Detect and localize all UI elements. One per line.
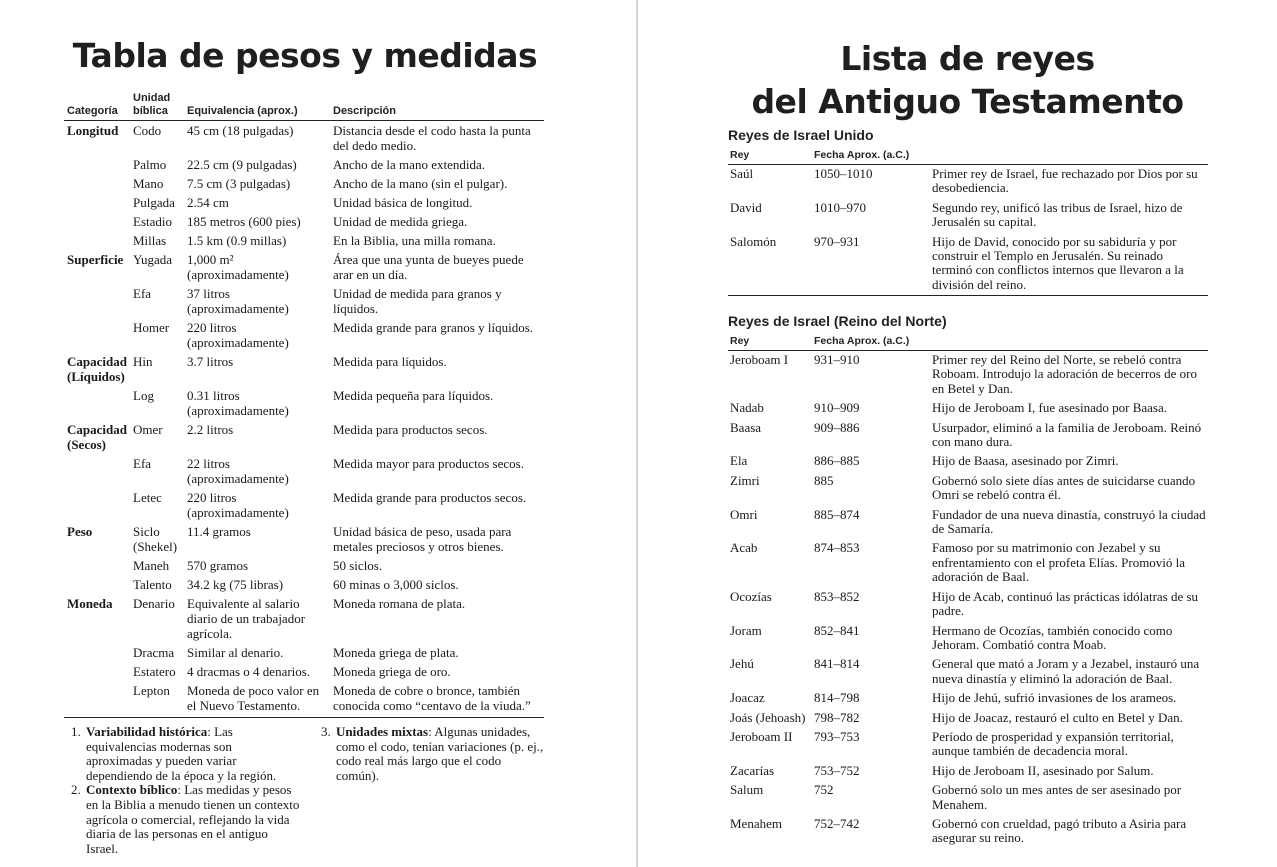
category-cell: Capacidad (Líquidos) — [67, 354, 127, 384]
reign-date-cell: 909–886 — [814, 419, 860, 435]
reign-date-cell: 885 — [814, 472, 834, 488]
description-cell: Medida grande para granos y líquidos. — [333, 320, 534, 335]
note-item — [68, 725, 300, 783]
king-name-cell: Nadab — [730, 400, 764, 416]
equivalence-cell: 3.7 litros — [187, 354, 234, 369]
reign-date-cell: 886–885 — [814, 453, 860, 469]
king-name-cell: Salum — [730, 782, 764, 798]
category-cell — [64, 386, 130, 420]
note-number: 2. — [71, 782, 81, 798]
king-description-cell: Gobernó solo siete días antes de suicidarse cuando Omri se rebeló contra él. — [932, 472, 1196, 503]
reign-date-cell: 753–752 — [814, 762, 860, 778]
table-row — [728, 452, 1208, 471]
note-number: 1. — [71, 724, 81, 739]
table-row — [64, 174, 544, 193]
king-name-cell: Ocozías — [730, 588, 772, 604]
table-row — [64, 352, 544, 386]
table-row — [728, 539, 1208, 587]
header-blank — [930, 334, 1208, 351]
description-cell: Ancho de la mano (sin el pulgar). — [333, 176, 508, 191]
unit-cell: Denario — [133, 596, 175, 611]
north-header-row — [728, 334, 1208, 351]
king-name-cell: Joram — [730, 622, 762, 638]
category-cell — [64, 193, 130, 212]
unit-cell: Efa — [133, 456, 152, 471]
reign-date-cell: 1010–970 — [814, 199, 866, 215]
header-unit: Unidad bíblica — [130, 92, 184, 121]
king-name-cell: Acab — [730, 540, 758, 556]
table-row — [64, 522, 544, 556]
reign-date-cell: 885–874 — [814, 506, 860, 522]
equivalence-cell: 2.54 cm — [187, 195, 229, 210]
description-cell: Unidad de medida para granos y líquidos. — [333, 286, 502, 316]
unit-cell: Maneh — [133, 558, 170, 573]
note-text: : Las medidas y pesos en la Biblia a menudo tienen un contexto agrícola o comercial, reflejando la vida diaria de las personas en el antiguo Israel. — [86, 782, 300, 856]
description-cell: Unidad básica de longitud. — [333, 195, 473, 210]
category-cell: Capacidad (Secos) — [67, 422, 127, 452]
description-cell: Medida mayor para productos secos. — [333, 456, 524, 471]
king-name-cell: Menahem — [730, 815, 782, 831]
equivalence-cell: 22.5 cm (9 pulgadas) — [187, 157, 297, 172]
reign-date-cell: 793–753 — [814, 728, 860, 744]
description-cell: 50 siclos. — [333, 558, 383, 573]
unit-cell: Palmo — [133, 157, 167, 172]
table-row — [64, 250, 544, 284]
description-cell: Distancia desde el codo hasta la punta del dedo medio. — [333, 123, 531, 153]
unit-cell: Homer — [133, 320, 170, 335]
king-description-cell: Usurpador, eliminó a la familia de Jeroboam. Reinó con mano dura. — [932, 419, 1202, 450]
equivalence-cell: 11.4 gramos — [187, 524, 251, 539]
king-description-cell: Hijo de Jeroboam I, fue asesinado por Baasa. — [932, 400, 1168, 416]
header-king: Rey — [728, 148, 812, 165]
note-item — [68, 783, 300, 856]
king-name-cell: David — [730, 199, 762, 215]
table-row — [728, 472, 1208, 506]
reign-date-cell: 814–798 — [814, 690, 860, 706]
description-cell: Unidad básica de peso, usada para metales preciosos y otros bienes. — [333, 524, 512, 554]
table-row — [64, 643, 544, 662]
king-name-cell: Jeroboam I — [730, 352, 789, 367]
reign-date-cell: 853–852 — [814, 588, 860, 604]
category-cell — [64, 318, 130, 352]
weights-header-row — [64, 92, 544, 121]
table-row — [728, 506, 1208, 540]
category-cell — [64, 662, 130, 681]
table-row — [64, 556, 544, 575]
table-row — [64, 575, 544, 594]
unit-cell: Estadio — [133, 214, 172, 229]
equivalence-cell: 0.31 litros (aproximadamente) — [187, 388, 289, 418]
description-cell: Unidad de medida griega. — [333, 214, 468, 229]
equivalence-cell: 7.5 cm (3 pulgadas) — [187, 176, 291, 191]
equivalence-cell: 220 litros (aproximadamente) — [187, 490, 289, 520]
table-row — [728, 781, 1208, 815]
header-equivalence: Equivalencia (aprox.) — [184, 92, 330, 121]
equivalence-cell: 22 litros (aproximadamente) — [187, 456, 289, 486]
king-name-cell: Zimri — [730, 472, 760, 488]
category-cell — [64, 681, 130, 718]
reign-date-cell: 970–931 — [812, 233, 930, 296]
table-row — [64, 284, 544, 318]
reign-date-cell: 931–910 — [814, 352, 860, 367]
table-row — [728, 419, 1208, 453]
category-cell — [64, 284, 130, 318]
table-row — [728, 622, 1208, 656]
king-description-cell: Hermano de Ocozías, también conocido como Jehoram. Combatió contra Moab. — [932, 622, 1173, 652]
northern-kings-table — [728, 334, 1208, 849]
king-description-cell: Fundador de una nueva dinastía, construyó la ciudad de Samaría. — [932, 506, 1206, 537]
equivalence-cell: 1,000 m² (aproximadamente) — [187, 252, 289, 282]
king-description-cell: Período de prosperidad y expansión territorial, aunque también de decadencia moral. — [932, 728, 1174, 759]
equivalence-cell: 185 metros (600 pies) — [187, 214, 301, 229]
unit-cell: Dracma — [133, 645, 175, 660]
reign-date-cell: 874–853 — [814, 540, 860, 556]
header-description: Descripción — [330, 92, 544, 121]
description-cell: Moneda de cobre o bronce, también conocida como “centavo de la viuda.” — [330, 681, 544, 718]
note-term: Unidades mixtas — [336, 724, 429, 739]
table-row — [64, 420, 544, 454]
king-description-cell: Segundo rey, unificó las tribus de Israel, hizo de Jerusalén su capital. — [932, 199, 1183, 230]
kings-page — [638, 0, 1277, 867]
kings-title-line-1: Lista de reyes — [840, 39, 1095, 78]
united-kings-table — [728, 148, 1208, 296]
king-name-cell: Baasa — [730, 419, 762, 435]
description-cell: Moneda griega de oro. — [333, 664, 451, 679]
reign-date-cell: 841–814 — [814, 656, 860, 672]
kings-title-line-2: del Antiguo Testamento — [751, 82, 1184, 121]
category-cell — [64, 155, 130, 174]
equivalence-cell: 4 dracmas o 4 denarios. — [187, 664, 311, 679]
table-row — [728, 762, 1208, 781]
king-name-cell: Jehú — [730, 656, 754, 672]
king-description-cell: Hijo de Jeroboam II, asesinado por Salum. — [932, 762, 1154, 778]
king-name-cell: Joás (Jehoash) — [730, 709, 806, 725]
category-cell — [64, 556, 130, 575]
notes-column-2 — [318, 725, 546, 783]
table-row — [728, 165, 1208, 199]
king-description-cell: Hijo de Baasa, asesinado por Zimri. — [932, 453, 1119, 469]
weights-page — [0, 0, 636, 867]
description-cell: Moneda griega de plata. — [333, 645, 459, 660]
unit-cell: Talento — [133, 577, 172, 592]
description-cell: Medida para líquidos. — [333, 354, 447, 369]
equivalence-cell: 45 cm (18 pulgadas) — [187, 123, 294, 138]
note-item — [318, 725, 546, 783]
unit-cell: Lepton — [130, 681, 184, 718]
king-description-cell: Primer rey de Israel, fue rechazado por Dios por su desobediencia. — [932, 166, 1198, 196]
unit-cell: Efa — [133, 286, 152, 301]
note-text: : Las equivalencias modernas son aproximadas y pueden variar dependiendo de la época y la región. — [86, 724, 277, 783]
description-cell: Ancho de la mano extendida. — [333, 157, 485, 172]
header-blank — [930, 148, 1208, 165]
weights-title: Tabla de pesos y medidas — [72, 36, 538, 75]
king-name-cell: Ela — [730, 453, 748, 469]
description-cell: Moneda romana de plata. — [333, 596, 466, 611]
northern-kingdom-heading: Reyes de Israel (Reino del Norte) — [728, 313, 947, 329]
table-row — [64, 318, 544, 352]
equivalence-cell: 220 litros (aproximadamente) — [187, 320, 289, 350]
category-cell — [64, 454, 130, 488]
description-cell: Medida grande para productos secos. — [333, 490, 527, 505]
note-text: : Algunas unidades, como el codo, tenían variaciones (p. ej., codo real más largo que el codo común). — [336, 724, 544, 783]
king-description-cell: Hijo de Acab, continuó las prácticas idólatras de su padre. — [932, 588, 1199, 619]
unit-cell: Yugada — [133, 252, 172, 267]
category-cell — [64, 575, 130, 594]
reign-date-cell: 852–841 — [814, 622, 860, 638]
description-cell: En la Biblia, una milla romana. — [333, 233, 496, 248]
unit-cell: Letec — [133, 490, 162, 505]
reign-date-cell: 752–742 — [814, 815, 860, 831]
note-term: Contexto bíblico — [86, 782, 178, 798]
unit-cell: Pulgada — [133, 195, 175, 210]
united-body — [728, 165, 1208, 296]
header-category: Categoría — [64, 92, 130, 121]
unit-cell: Mano — [133, 176, 164, 191]
category-cell — [64, 212, 130, 231]
unit-cell: Codo — [133, 123, 162, 138]
king-description-cell: Gobernó solo un mes antes de ser asesinado por Menahem. — [932, 782, 1182, 812]
description-cell: Medida pequeña para líquidos. — [333, 388, 494, 403]
category-cell: Longitud — [67, 123, 119, 138]
king-description-cell: Famoso por su matrimonio con Jezabel y su enfrentamiento con el profeta Elías. Promovió la adoración de Baal. — [932, 540, 1186, 585]
kings-title — [638, 37, 1277, 123]
table-row — [728, 728, 1208, 762]
description-cell: Medida para productos secos. — [333, 422, 488, 437]
unit-cell: Hin — [133, 354, 153, 369]
king-description-cell: Primer rey del Reino del Norte, se rebeló contra Roboam. Introdujo la adoración de becerros de oro en Betel y Dan. — [932, 352, 1197, 396]
north-body — [728, 351, 1208, 849]
unit-cell: Log — [133, 388, 154, 403]
king-name-cell: Joacaz — [730, 690, 765, 706]
table-row — [64, 212, 544, 231]
description-cell: 60 minas o 3,000 siclos. — [333, 577, 459, 592]
table-row — [64, 488, 544, 522]
category-cell: Peso — [67, 524, 93, 539]
category-cell — [64, 174, 130, 193]
reign-date-cell: 798–782 — [814, 709, 860, 725]
king-description-cell: Hijo de Joacaz, restauró el culto en Betel y Dan. — [932, 709, 1183, 725]
weights-body — [64, 121, 544, 718]
equivalence-cell: 37 litros (aproximadamente) — [187, 286, 289, 316]
table-row — [728, 233, 1208, 296]
note-term: Variabilidad histórica — [86, 724, 208, 739]
unit-cell: Siclo (Shekel) — [133, 524, 178, 554]
table-row — [64, 662, 544, 681]
equivalence-cell: Moneda de poco valor en el Nuevo Testamento. — [184, 681, 330, 718]
equivalence-cell: Equivalente al salario diario de un trabajador agrícola. — [187, 596, 306, 641]
weights-table — [64, 92, 544, 718]
table-row — [728, 709, 1208, 728]
table-row — [728, 399, 1208, 418]
category-cell — [64, 643, 130, 662]
equivalence-cell: 570 gramos — [187, 558, 249, 573]
note-number: 3. — [321, 724, 331, 739]
table-row — [728, 815, 1208, 849]
table-row — [64, 594, 544, 643]
equivalence-cell: 1.5 km (0.9 millas) — [187, 233, 287, 248]
table-row — [64, 681, 544, 718]
table-row — [64, 386, 544, 420]
header-date: Fecha Aprox. (a.C.) — [812, 334, 930, 351]
king-name-cell: Salomón — [728, 233, 812, 296]
unit-cell: Millas — [133, 233, 167, 248]
category-cell — [64, 488, 130, 522]
king-description-cell: Hijo de Jehú, sufrió invasiones de los arameos. — [932, 690, 1177, 706]
table-row — [64, 193, 544, 212]
description-cell: Área que una yunta de bueyes puede arar en un día. — [333, 252, 524, 282]
table-row — [64, 454, 544, 488]
king-description-cell: Gobernó con crueldad, pagó tributo a Asiria para asegurar su reino. — [932, 815, 1187, 846]
equivalence-cell: 2.2 litros — [187, 422, 234, 437]
king-name-cell: Omri — [730, 506, 758, 522]
king-name-cell: Jeroboam II — [730, 728, 793, 744]
table-row — [64, 121, 544, 156]
header-date: Fecha Aprox. (a.C.) — [812, 148, 930, 165]
category-cell: Moneda — [67, 596, 113, 611]
reign-date-cell: 1050–1010 — [814, 166, 873, 181]
reign-date-cell: 752 — [814, 782, 834, 798]
king-description-cell: Hijo de David, conocido por su sabiduría y por construir el Templo en Jerusalén. Su reinado terminó con conflictos internos que llevaron a la división del reino. — [930, 233, 1208, 296]
table-row — [728, 351, 1208, 400]
header-king: Rey — [728, 334, 812, 351]
table-row — [728, 199, 1208, 233]
notes-column-1 — [68, 725, 300, 856]
category-cell — [64, 231, 130, 250]
table-row — [728, 689, 1208, 708]
united-kingdom-heading: Reyes de Israel Unido — [728, 127, 874, 143]
reign-date-cell: 910–909 — [814, 400, 860, 416]
table-row — [728, 655, 1208, 689]
equivalence-cell: 34.2 kg (75 libras) — [187, 577, 284, 592]
table-row — [64, 231, 544, 250]
table-row — [64, 155, 544, 174]
united-header-row — [728, 148, 1208, 165]
equivalence-cell: Similar al denario. — [187, 645, 284, 660]
king-description-cell: General que mató a Joram y a Jezabel, instauró una nueva dinastía y eliminó la adoración de Baal. — [932, 656, 1200, 686]
table-row — [728, 588, 1208, 622]
unit-cell: Omer — [133, 422, 163, 437]
category-cell: Superficie — [67, 252, 124, 267]
king-name-cell: Saúl — [730, 166, 754, 181]
unit-cell: Estatero — [133, 664, 176, 679]
king-name-cell: Zacarías — [730, 762, 775, 778]
